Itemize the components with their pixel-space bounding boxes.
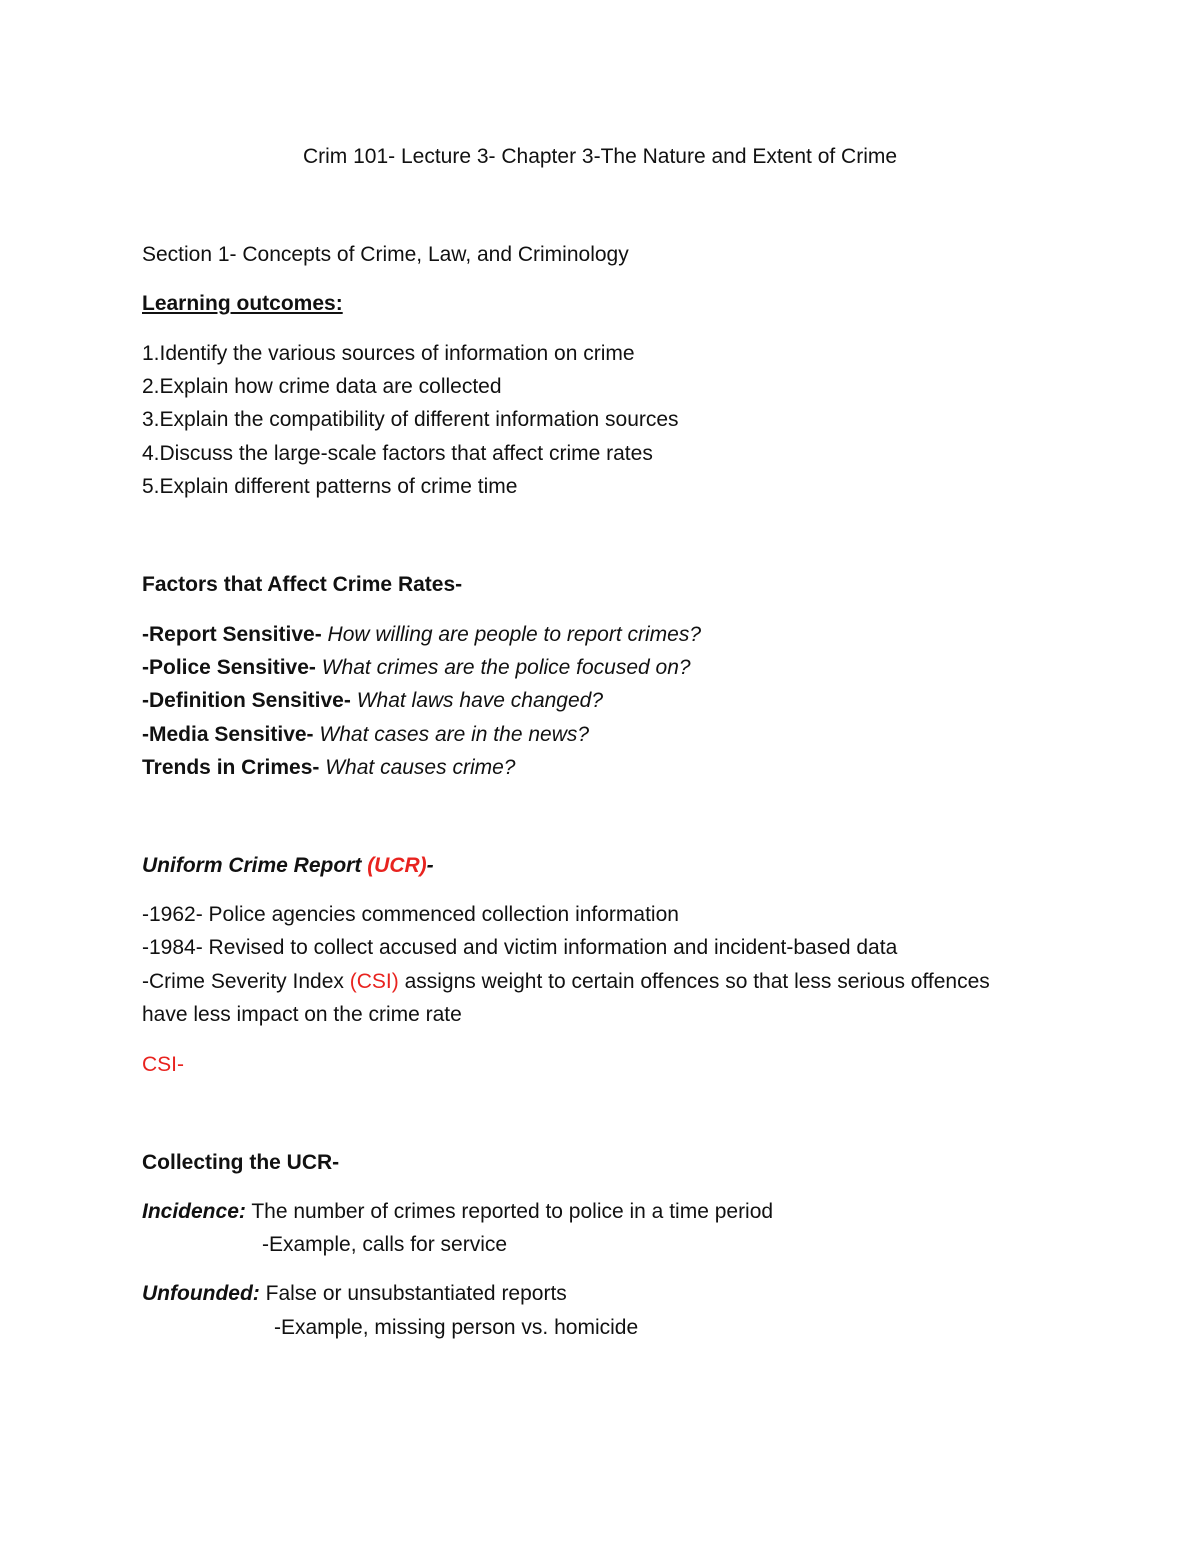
ucr-heading [142, 849, 434, 882]
factor-description: What laws have changed? [350, 689, 604, 712]
factors-heading: Factors that Affect Crime Rates- [142, 573, 463, 596]
csi-label: CSI- [142, 1053, 184, 1076]
csi-text: -Crime Severity Index [142, 970, 350, 993]
factor-term: -Police Sensitive- [142, 656, 316, 679]
factor-item [142, 651, 691, 684]
outcome-item: 1.Identify the various sources of information on crime [142, 342, 635, 365]
csi-abbreviation: (CSI) [349, 970, 399, 993]
document-title: Crim 101- Lecture 3- Chapter 3-The Nature and Extent of Crime [302, 145, 898, 168]
outcome-item: 5.Explain different patterns of crime time [142, 475, 518, 498]
definition-example: -Example, calls for service [262, 1233, 508, 1256]
definition-term: Unfounded: [142, 1282, 260, 1305]
definition-example: -Example, missing person vs. homicide [274, 1316, 639, 1339]
ucr-line: -1962- Police agencies commenced collection information [142, 903, 679, 926]
definition-unfounded [142, 1277, 567, 1310]
definition-incidence [142, 1195, 773, 1228]
csi-text: assigns weight to certain offences so that less serious offences [398, 970, 990, 993]
ucr-heading-text: Uniform Crime Report [142, 854, 368, 877]
factor-item [142, 751, 515, 784]
ucr-line: have less impact on the crime rate [142, 1003, 462, 1026]
learning-outcomes-heading: Learning outcomes: [142, 292, 343, 315]
ucr-line: -1984- Revised to collect accused and victim information and incident-based data [142, 936, 898, 959]
section-heading: Section 1- Concepts of Crime, Law, and Criminology [142, 243, 629, 266]
factor-item [142, 684, 603, 717]
collecting-heading: Collecting the UCR- [142, 1151, 340, 1174]
factor-item [142, 718, 589, 751]
ucr-line [142, 965, 990, 998]
outcome-item: 3.Explain the compatibility of different information sources [142, 408, 679, 431]
definition-description: The number of crimes reported to police in a time period [245, 1200, 774, 1223]
factor-description: What crimes are the police focused on? [315, 656, 691, 679]
outcome-item: 2.Explain how crime data are collected [142, 375, 502, 398]
factor-item [142, 618, 701, 651]
definition-description: False or unsubstantiated reports [259, 1282, 567, 1305]
factor-description: How willing are people to report crimes? [321, 623, 702, 646]
factor-term: Trends in Crimes- [142, 756, 320, 779]
factor-term: -Definition Sensitive- [142, 689, 351, 712]
factor-term: -Media Sensitive- [142, 723, 314, 746]
definition-term: Incidence: [142, 1200, 246, 1223]
ucr-abbreviation: (UCR) [367, 854, 427, 877]
factor-term: -Report Sensitive- [142, 623, 322, 646]
factor-description: What cases are in the news? [313, 723, 590, 746]
factor-description: What causes crime? [319, 756, 516, 779]
outcome-item: 4.Discuss the large-scale factors that affect crime rates [142, 442, 653, 465]
ucr-heading-dash: - [426, 854, 434, 877]
